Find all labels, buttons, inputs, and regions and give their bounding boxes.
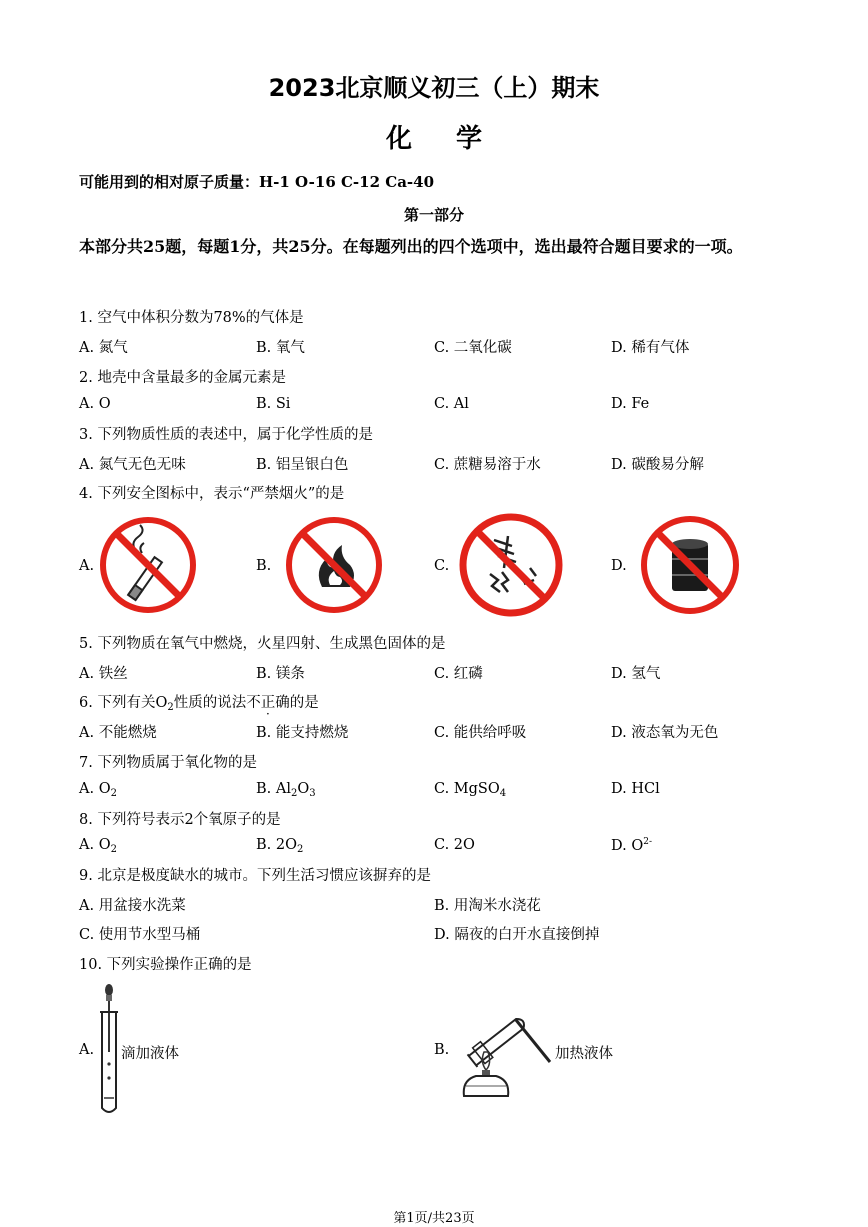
q8-option-b: [256, 837, 303, 855]
q8-option-c: C. 2O: [434, 837, 475, 853]
q6-stem-pre: 6. 下列有关O: [79, 695, 168, 711]
q2-option-b: B. Si: [256, 396, 291, 412]
q5-option-b: B. 镁条: [256, 666, 305, 682]
q7-option-b: [256, 781, 316, 799]
no-fireworks-icon: [458, 512, 564, 618]
question-5-stem: 5. 下列物质在氧气中燃烧，火星四射、生成黑色固体的是: [79, 636, 446, 652]
q1-option-d: D. 稀有气体: [611, 340, 690, 356]
question-10-stem: 10. 下列实验操作正确的是: [79, 957, 252, 973]
q8-option-d: [611, 837, 652, 854]
q8-a-sub: 2: [110, 844, 117, 855]
q7-option-a: [79, 781, 117, 799]
q8-a-text: A. O: [79, 837, 111, 853]
q3-option-b: B. 铝呈银白色: [256, 457, 349, 473]
q1-option-c: C. 二氧化碳: [434, 340, 512, 356]
heating-test-tube-icon: [454, 996, 554, 1100]
part-heading: 第一部分: [403, 206, 464, 224]
q4-option-b-letter: B.: [256, 558, 272, 574]
q6-stem-mid: 性质的说法: [173, 695, 247, 711]
q7-a-sub: 2: [110, 788, 117, 799]
dropper-test-tube-icon: [96, 982, 122, 1118]
q7-c-text: C. MgSO: [434, 781, 500, 797]
q6-option-b: B. 能支持燃烧: [256, 725, 349, 741]
q4-option-d-letter: D.: [611, 558, 627, 574]
question-7-stem: 7. 下列物质属于氧化物的是: [79, 755, 257, 771]
q7-b-sub1: 2: [290, 788, 298, 799]
question-4-stem: 4. 下列安全图标中，表示“严禁烟火”的是: [79, 486, 345, 502]
q6-stem-post: 的是: [289, 695, 319, 711]
q8-d-sup: 2-: [643, 837, 652, 847]
q2-option-a: A. O: [79, 396, 111, 412]
q6-option-d: D. 液态氧为无色: [611, 725, 719, 741]
question-9-stem: 9. 北京是极度缺水的城市。下列生活习惯应该摒弃的是: [79, 868, 431, 884]
question-6-stem: [79, 691, 319, 713]
question-2-stem: 2. 地壳中含量最多的金属元素是: [79, 370, 286, 386]
q8-b-text: B. 2O: [256, 837, 297, 853]
part-instruction: 本部分共25题，每题1分，共25分。在每题列出的四个选项中，选出最符合题目要求的一项。: [79, 237, 743, 256]
q10-option-b-letter: B.: [434, 1042, 450, 1058]
q3-option-a: A. 氮气无色无味: [79, 457, 186, 473]
q3-option-c: C. 蔗糖易溶于水: [434, 457, 541, 473]
q6-option-c: C. 能供给呼吸: [434, 725, 527, 741]
q3-option-d: D. 碳酸易分解: [611, 457, 704, 473]
question-3-stem: 3. 下列物质性质的表述中，属于化学性质的是: [79, 427, 373, 443]
q7-option-d: D. HCl: [611, 781, 660, 797]
q8-d-text: D. O: [611, 838, 644, 854]
q5-option-c: C. 红磷: [434, 666, 483, 682]
q1-option-b: B. 氧气: [256, 340, 305, 356]
q1-option-a: A. 氮气: [79, 340, 128, 356]
q4-option-a-letter: A.: [79, 558, 95, 574]
q6-stem-sub: 2: [167, 702, 174, 713]
q4-option-c-letter: C.: [434, 558, 450, 574]
q2-option-c: C. Al: [434, 396, 469, 412]
q6-option-a: A. 不能燃烧: [79, 725, 157, 741]
q7-b-mid: O: [297, 781, 310, 797]
q7-b-text: B. Al: [256, 781, 291, 797]
q9-option-a: A. 用盆接水洗菜: [79, 898, 186, 914]
q7-c-sub: 4: [499, 788, 507, 799]
page-title: 2023北京顺义初三（上）期末: [268, 74, 600, 102]
atomic-mass-note: 可能用到的相对原子质量：H-1 O-16 C-12 Ca-40: [79, 173, 435, 191]
q8-option-a: [79, 837, 117, 855]
q6-stem-emphasis: 不正确: [246, 695, 290, 711]
no-flammable-drum-icon: [640, 515, 740, 615]
q2-option-d: D. Fe: [611, 396, 650, 412]
q9-option-c: C. 使用节水型马桶: [79, 927, 201, 943]
subject-title: 化学: [385, 124, 526, 154]
q7-b-sub2: 3: [309, 788, 316, 799]
q10-option-b-label: 加热液体: [555, 1046, 613, 1062]
question-1-stem: 1. 空气中体积分数为78%的气体是: [79, 310, 304, 326]
page-footer: 第1页/共23页: [393, 1211, 475, 1226]
no-smoking-icon: [100, 517, 196, 613]
q9-option-d: D. 隔夜的白开水直接倒掉: [434, 927, 600, 943]
no-fire-icon: [286, 517, 382, 613]
q8-b-sub: 2: [297, 844, 304, 855]
q5-option-a: A. 铁丝: [79, 666, 128, 682]
q10-option-a-letter: A.: [79, 1042, 95, 1058]
q7-a-text: A. O: [79, 781, 111, 797]
q10-option-a-label: 滴加液体: [121, 1046, 179, 1062]
q7-option-c: [434, 781, 506, 799]
q5-option-d: D. 氢气: [611, 666, 661, 682]
question-8-stem: 8. 下列符号表示2个氧原子的是: [79, 812, 281, 828]
q9-option-b: B. 用淘米水浇花: [434, 898, 541, 914]
